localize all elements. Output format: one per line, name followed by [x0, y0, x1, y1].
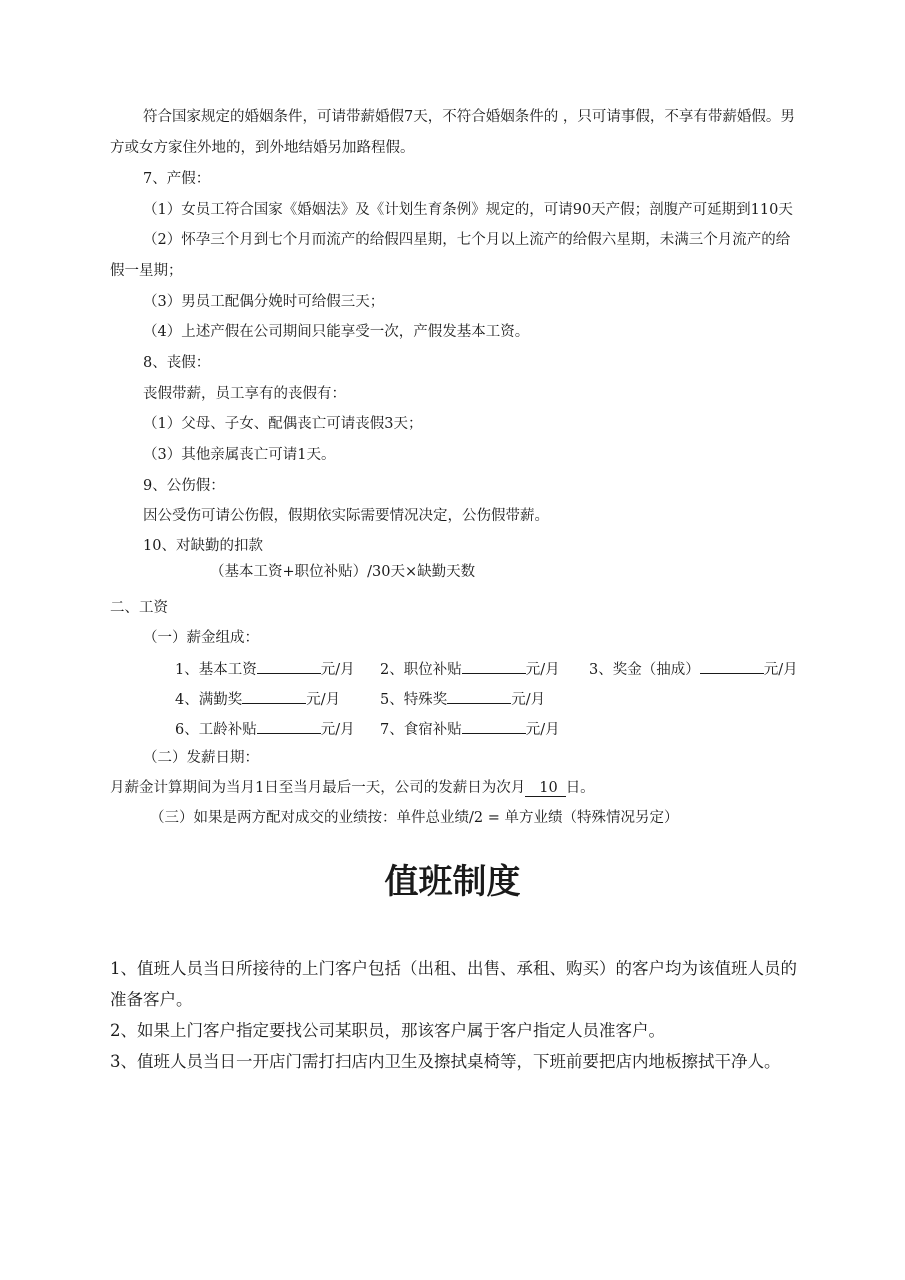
salary-item-position	[380, 658, 560, 680]
salary-unit: 元/月	[320, 662, 355, 678]
salary-item-label: 5、特殊奖	[380, 692, 448, 708]
salary-item-seniority	[175, 718, 355, 740]
funeral-item-1: （1）父母、子女、配偶丧亡可请丧假3天；	[143, 416, 423, 432]
fill-blank	[462, 658, 526, 674]
duty-rule-1: 1、值班人员当日所接待的上门客户包括（出租、出售、承租、购买）的客户均为该值班人员的	[110, 959, 797, 978]
salary-item-attendance	[175, 688, 340, 710]
maternity-item-1: （1）女员工符合国家《婚姻法》及《计划生育条例》规定的，可请90天产假；剖腹产可延期到110天	[143, 202, 793, 218]
payday-day: 10	[525, 780, 565, 797]
salary-item-basic	[175, 658, 355, 680]
salary-unit: 元/月	[525, 662, 560, 678]
maternity-item-2-cont: 假一星期；	[110, 263, 183, 279]
maternity-leave-heading: 7、产假：	[143, 171, 211, 187]
fill-blank	[700, 658, 764, 674]
maternity-item-4: （4）上述产假在公司期间只能享受一次，产假发基本工资。	[143, 324, 530, 340]
marriage-leave-line-1: 符合国家规定的婚姻条件，可请带薪婚假7天，不符合婚姻条件的 ，只可请事假，不享有带薪婚假。男	[143, 109, 795, 125]
payday-text-before: 月薪金计算期间为当月1日至当月最后一天，公司的发薪日为次月	[110, 780, 526, 796]
fill-blank	[447, 688, 511, 704]
funeral-item-2: （3）其他亲属丧亡可请1天。	[143, 447, 336, 463]
salary-unit: 元/月	[320, 722, 355, 738]
salary-item-label: 2、职位补贴	[380, 662, 462, 678]
duty-rule-3: 3、值班人员当日一开店门需打扫店内卫生及擦拭桌椅等，下班前要把店内地板擦拭干净人。	[110, 1052, 781, 1071]
salary-item-label: 1、基本工资	[175, 662, 257, 678]
salary-unit: 元/月	[525, 722, 560, 738]
deduction-heading: 10、对缺勤的扣款	[143, 538, 263, 554]
injury-leave-heading: 9、公伤假：	[143, 478, 225, 494]
fill-blank	[462, 718, 526, 734]
salary-unit: 元/月	[511, 692, 546, 708]
deduction-formula: （基本工资+职位补贴）/30天×缺勤天数	[210, 564, 476, 580]
maternity-item-2: （2）怀孕三个月到七个月而流产的给假四星期，七个月以上流产的给假六星期，未满三个月流产的给	[143, 232, 791, 248]
fill-blank	[257, 658, 321, 674]
salary-composition-heading: （一）薪金组成：	[143, 630, 259, 646]
salary-item-label: 7、食宿补贴	[380, 722, 462, 738]
payday-text	[110, 778, 595, 798]
salary-item-board	[380, 718, 560, 740]
maternity-item-3: （3）男员工配偶分娩时可给假三天；	[143, 294, 385, 310]
duty-rule-2: 2、如果上门客户指定要找公司某职员，那该客户属于客户指定人员准客户。	[110, 1021, 665, 1040]
salary-unit: 元/月	[763, 662, 798, 678]
fill-blank	[257, 718, 321, 734]
performance-rule: （三）如果是两方配对成交的业绩按：单件总业绩/2 = 单方业绩（特殊情况另定）	[150, 810, 679, 826]
marriage-leave-line-2: 方或女方家住外地的，到外地结婚另加路程假。	[110, 140, 415, 156]
salary-item-label: 4、满勤奖	[175, 692, 243, 708]
salary-item-label: 3、奖金（抽成）	[589, 662, 700, 678]
salary-item-special	[380, 688, 545, 710]
funeral-leave-intro: 丧假带薪，员工享有的丧假有：	[143, 386, 346, 402]
salary-item-bonus	[589, 658, 798, 680]
salary-heading: 二、工资	[110, 600, 168, 616]
payday-text-after: 日。	[565, 780, 595, 796]
fill-blank	[242, 688, 306, 704]
injury-leave-text: 因公受伤可请公伤假，假期依实际需要情况决定，公伤假带薪。	[143, 508, 549, 524]
payday-heading: （二）发薪日期：	[143, 750, 259, 766]
salary-item-label: 6、工龄补贴	[175, 722, 257, 738]
salary-unit: 元/月	[306, 692, 341, 708]
duty-title: 值班制度	[384, 862, 521, 902]
duty-rule-1-cont: 准备客户。	[110, 990, 193, 1009]
funeral-leave-heading: 8、丧假：	[143, 355, 211, 371]
